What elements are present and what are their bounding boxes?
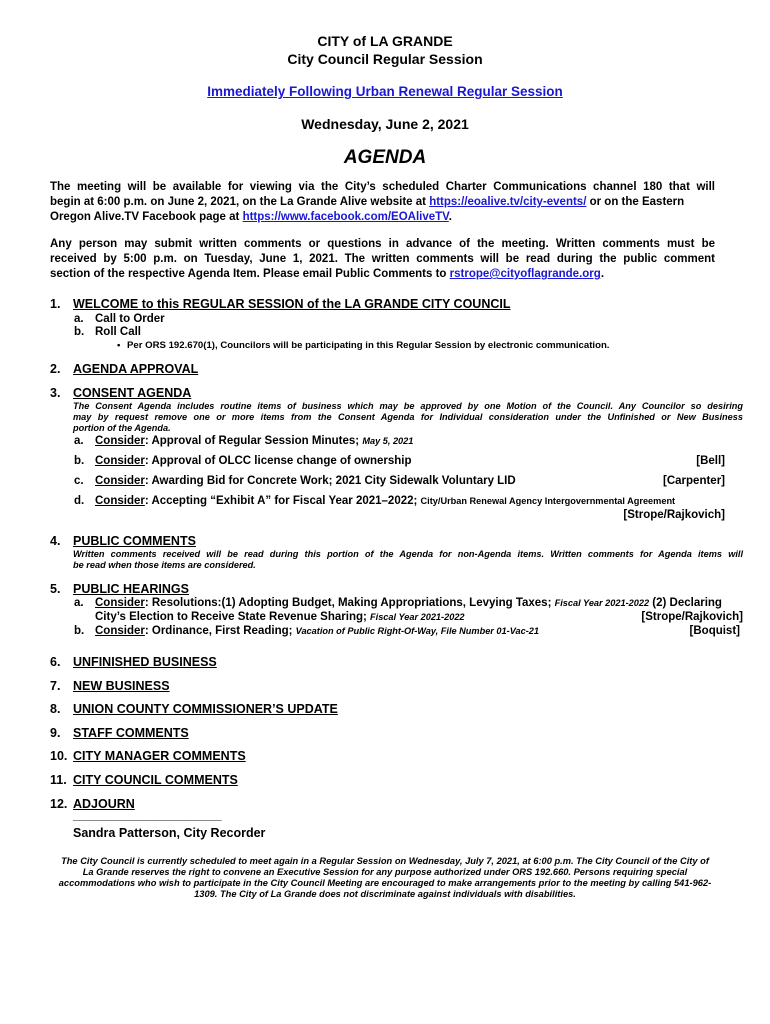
consider-label: Consider bbox=[95, 495, 145, 507]
item-number: 1. bbox=[50, 297, 61, 311]
footer-line: La Grande reserves the right to convene an Executive Session for any purpose authorized under ORS 192.660. Persons requiring special bbox=[82, 867, 688, 877]
item-number: 4. bbox=[50, 534, 61, 548]
sub-letter: d. bbox=[74, 495, 85, 507]
item-text: : Awarding Bid for Concrete Work; 2021 City Sidewalk Voluntary LID bbox=[144, 475, 516, 487]
public-comments-description bbox=[73, 549, 743, 571]
item-text: : Ordinance, First Reading; bbox=[144, 625, 296, 637]
item-number: 3. bbox=[50, 386, 61, 400]
item-number: 7. bbox=[50, 679, 61, 693]
intro-text: Oregon Alive.TV Facebook page at bbox=[50, 211, 243, 223]
agenda-title: AGENDA bbox=[343, 147, 427, 168]
intro-text: begin at 6:00 p.m. on June 2, 2021, on the La Grande Alive website at bbox=[50, 196, 430, 208]
item-note: Fiscal Year 2021-2022 bbox=[370, 612, 465, 622]
item-number: 11. bbox=[50, 773, 67, 787]
consent-item-c bbox=[95, 475, 516, 487]
item-text: : Approval of Regular Session Minutes; bbox=[144, 435, 363, 447]
item-title-city-council-comments: CITY COUNCIL COMMENTS bbox=[73, 773, 238, 787]
consent-description bbox=[73, 401, 743, 434]
item-title-city-manager-comments: CITY MANAGER COMMENTS bbox=[73, 749, 246, 763]
footer-line: accommodations who wish to participate in the City Council Meeting are encouraged to make arrangements prior to the meeting by calling 541-962- bbox=[58, 878, 712, 888]
item-title-new-business: NEW BUSINESS bbox=[73, 679, 170, 693]
session-title: City Council Regular Session bbox=[287, 51, 483, 67]
item-text: : Resolutions:(1) Adopting Budget, Making Appropriations, Levying Taxes; bbox=[144, 597, 555, 609]
desc-line: Written comments received will be read during this portion of the Agenda for non-Agenda items. Written comments for Agenda items will bbox=[73, 549, 743, 559]
intro-line: Any person may submit written comments or questions in advance of the meeting. Written comments must be bbox=[50, 238, 715, 250]
consider-label: Consider bbox=[95, 455, 145, 467]
roll-call-note: Per ORS 192.670(1), Councilors will be participating in this Regular Session by electronic communication. bbox=[127, 340, 610, 351]
presenter-boquist: [Boquist] bbox=[689, 625, 740, 637]
item-number: 10. bbox=[50, 749, 68, 763]
intro-text: . bbox=[600, 268, 605, 280]
consider-label: Consider bbox=[95, 435, 145, 447]
sub-letter: c. bbox=[74, 475, 84, 487]
item-title-public-comments: PUBLIC COMMENTS bbox=[73, 534, 196, 548]
intro-line bbox=[50, 210, 715, 225]
item-text: (2) Declaring bbox=[649, 597, 722, 609]
item-title-commissioner-update: UNION COUNTY COMMISSIONER’S UPDATE bbox=[73, 702, 338, 716]
consider-label: Consider bbox=[95, 597, 145, 609]
desc-line: be read when those items are considered. bbox=[73, 560, 256, 570]
presenter-strope-rajkovich: [Strope/Rajkovich] bbox=[623, 509, 725, 521]
desc-line: portion of the Agenda. bbox=[73, 423, 171, 433]
item-note: Fiscal Year 2021-2022 bbox=[554, 598, 650, 608]
desc-line: may by request remove one or more items from the Consent Agenda for Individual consideration under the Unfinished or New Business bbox=[73, 412, 743, 422]
item-title-public-hearings: PUBLIC HEARINGS bbox=[73, 582, 189, 596]
item-title-agenda-approval: AGENDA APPROVAL bbox=[73, 362, 199, 376]
item-text: : Accepting “Exhibit A” for Fiscal Year 2021–2022; bbox=[144, 495, 421, 507]
intro-line: The meeting will be available for viewing via the City’s scheduled Charter Communications channel 180 that will bbox=[50, 181, 715, 193]
intro-text: . bbox=[448, 211, 452, 223]
item-number: 5. bbox=[50, 582, 61, 596]
intro-line bbox=[50, 195, 715, 210]
item-text: : Approval of OLCC license change of ownership bbox=[144, 455, 412, 467]
item-note: City/Urban Renewal Agency Intergovernmental Agreement bbox=[420, 496, 676, 506]
footer-line: The City Council is currently scheduled to meet again in a Regular Session on Wednesday, July 7, 2021, at 6:00 p.m. The City Council of the City of bbox=[61, 856, 709, 866]
signature-line: ________________________ bbox=[73, 808, 222, 822]
hearing-item-a bbox=[95, 597, 722, 609]
call-to-order: Call to Order bbox=[95, 313, 165, 325]
intro-text: or on the Eastern bbox=[586, 196, 685, 208]
item-title-welcome: WELCOME to this REGULAR SESSION of the LA GRANDE CITY COUNCIL bbox=[73, 297, 511, 311]
sub-letter: a. bbox=[74, 313, 84, 325]
intro-paragraph-1 bbox=[50, 180, 715, 225]
bullet-icon: • bbox=[117, 340, 121, 351]
consent-item-b bbox=[95, 455, 412, 467]
presenter-carpenter: [Carpenter] bbox=[663, 475, 725, 487]
consider-label: Consider bbox=[95, 625, 145, 637]
meeting-date: Wednesday, June 2, 2021 bbox=[301, 116, 469, 132]
item-number: 8. bbox=[50, 702, 61, 716]
item-number: 6. bbox=[50, 655, 61, 669]
intro-line: received by 5:00 p.m. on Tuesday, June 1, 2021. The written comments will be read during the public comment bbox=[50, 253, 715, 265]
presenter-bell: [Bell] bbox=[696, 455, 725, 467]
footer-line: 1309. The City of La Grande does not discriminate against individuals with disabilities. bbox=[194, 889, 576, 899]
intro-paragraph-2 bbox=[50, 237, 715, 282]
hearing-item-a-line2 bbox=[95, 611, 465, 623]
item-note: May 5, 2021 bbox=[362, 436, 414, 446]
intro-line bbox=[50, 267, 715, 282]
consider-label: Consider bbox=[95, 475, 145, 487]
item-number: 2. bbox=[50, 362, 61, 376]
roll-call: Roll Call bbox=[95, 326, 142, 338]
intro-text: section of the respective Agenda Item. Please email Public Comments to bbox=[50, 268, 450, 280]
sub-letter: a. bbox=[74, 597, 84, 609]
item-title-adjourn: ADJOURN bbox=[73, 797, 135, 811]
signature-name: Sandra Patterson, City Recorder bbox=[73, 826, 266, 840]
facebook-link[interactable]: https://www.facebook.com/EOAliveTV bbox=[242, 211, 449, 223]
eoalive-link[interactable]: https://eoalive.tv/city-events/ bbox=[429, 196, 587, 208]
city-title: CITY of LA GRANDE bbox=[317, 33, 453, 49]
email-link[interactable]: rstrope@cityoflagrande.org bbox=[449, 268, 601, 280]
following-link[interactable]: Immediately Following Urban Renewal Regular Session bbox=[207, 84, 563, 99]
item-title-unfinished-business: UNFINISHED BUSINESS bbox=[73, 655, 217, 669]
desc-line: The Consent Agenda includes routine items of business which may be approved by one Motion of the Council. Any Councilor so desiring bbox=[73, 401, 743, 411]
item-number: 9. bbox=[50, 726, 61, 740]
sub-letter: b. bbox=[74, 326, 85, 338]
item-title-staff-comments: STAFF COMMENTS bbox=[73, 726, 189, 740]
consent-item-d bbox=[95, 495, 675, 507]
hearing-item-b bbox=[95, 625, 539, 637]
item-text: City’s Election to Receive State Revenue Sharing; bbox=[95, 611, 371, 623]
item-title-consent-agenda: CONSENT AGENDA bbox=[73, 386, 192, 400]
consent-item-a bbox=[95, 435, 413, 447]
footer-notice bbox=[0, 856, 770, 900]
sub-letter: b. bbox=[74, 455, 85, 467]
item-number: 12. bbox=[50, 797, 68, 811]
sub-letter: b. bbox=[74, 625, 85, 637]
item-note: Vacation of Public Right-Of-Way, File Number 01-Vac-21 bbox=[295, 626, 539, 636]
presenter-strope-rajkovich: [Strope/Rajkovich] bbox=[641, 611, 743, 623]
sub-letter: a. bbox=[74, 435, 84, 447]
